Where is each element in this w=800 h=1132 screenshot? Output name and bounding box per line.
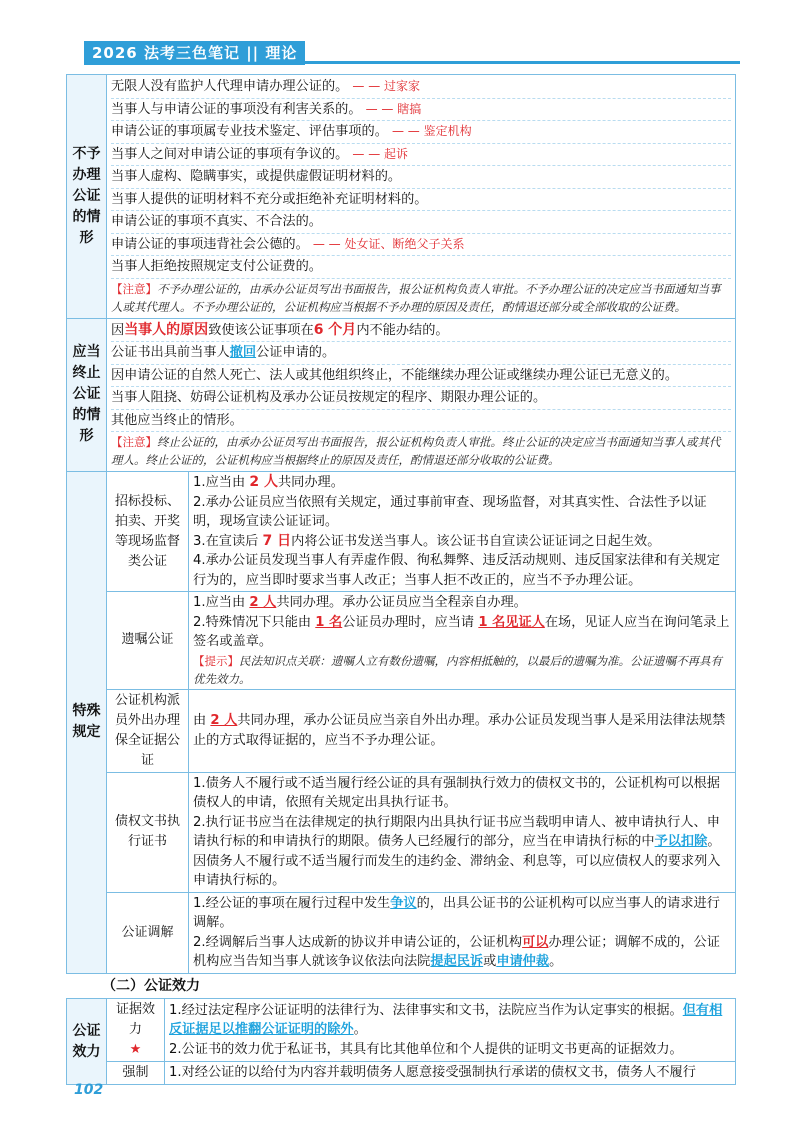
star-icon: ★: [129, 1042, 142, 1057]
special-will-row: [67, 592, 736, 690]
list-item: 申请公证的事项违背社会公德的。 — — 处女证、断绝父子关系: [111, 234, 731, 257]
special-label: 特殊规定: [67, 472, 107, 974]
debt-line-2: 2.执行证书应当在法律规定的执行期限内出具执行证书应当载明申请人、被申请执行人、申请执行标的和申请执行的期限。债务人已经履行的部分，应当在申请执行标的中予以扣除。因债务人不履行或不适当履行而发生的违约金、滞纳金、利息等，可以应债权人的要求列入申请执行标的。: [193, 814, 721, 888]
mediate-line-1: 1.经公证的事项在履行过程中发生争议的，出具公证书的公证机构可以应当事人的请求进行调解。: [193, 895, 720, 930]
terminate-note: 【注意】终止公证的，由承办公证员写出书面报告，报公证机构负责人审批。终止公证的决定应当书面通知当事人或其代理人。终止公证的，公证机构应当根据终止的原因及责任，酌情退还部分收取的公证费。: [111, 435, 721, 467]
special-bid-row: [67, 472, 736, 592]
effect-table: [66, 998, 736, 1085]
list-item: 当事人与申请公证的事项没有利害关系的。 — — 瞎搞: [111, 99, 731, 122]
notes-table: [66, 74, 736, 974]
bid-line-4: 4.承办公证员发现当事人有弄虚作假、徇私舞弊、违反活动规则、违反国家法律和有关规定行为的，应当即时要求当事人改正；当事人拒不改正的，应当不予办理公证。: [193, 553, 720, 588]
list-item: 当事人阻挠、妨碍公证机构及承办公证员按规定的程序、期限办理公证的。: [111, 387, 731, 410]
mediate-content: [189, 892, 736, 973]
mediate-label: 公证调解: [107, 892, 189, 973]
list-item: 公证书出具前当事人撤回公证申请的。: [111, 342, 731, 365]
list-item: 当事人虚构、隐瞒事实，或提供虚假证明材料的。: [111, 166, 731, 189]
list-item: 因当事人的原因致使该公证事项在6 个月内不能办结的。: [111, 320, 731, 343]
terminate-content: [107, 318, 736, 472]
list-item: 当事人拒绝按照规定支付公证费的。: [111, 256, 731, 279]
list-item: 申请公证的事项属专业技术鉴定、评估事项的。 — — 鉴定机构: [111, 121, 731, 144]
will-note: 【提示】民法知识点关联：遗嘱人立有数份遗嘱，内容相抵触的，以最后的遗嘱为准。公证遗嘱不再具有优先效力。: [193, 653, 722, 686]
list-item: 申请公证的事项不真实、不合法的。: [111, 211, 731, 234]
special-evidence-row: [67, 689, 736, 772]
refuse-label: 不予办理公证的情形: [67, 75, 107, 319]
special-mediate-row: [67, 892, 736, 973]
list-item: 当事人提供的证明材料不充分或拒绝补充证明材料的。: [111, 189, 731, 212]
refuse-content: [107, 75, 736, 319]
list-item: 无限人没有监护人代理申请办理公证的。 — — 过家家: [111, 76, 731, 99]
effect-evidence-row: [67, 999, 736, 1062]
list-item: 因申请公证的自然人死亡、法人或其他组织终止，不能继续办理公证或继续办理公证已无意义的。: [111, 365, 731, 388]
will-line-2: 2.特殊情况下只能由 1 名公证员办理时，应当请 1 名见证人在场，见证人应当在询问笔录上签名或盖章。: [193, 614, 730, 649]
debt-line-1: 1.债务人不履行或不适当履行经公证的具有强制执行效力的债权文书的，公证机构可以根据债权人的申请，依照有关规定出具执行证书。: [193, 775, 720, 810]
debt-content: [189, 772, 736, 892]
evidence-label: 公证机构派员外出办理保全证据公证: [107, 689, 189, 772]
will-content: [189, 592, 736, 690]
special-debt-row: [67, 772, 736, 892]
bid-line-1: 1.应当由 2 人共同办理。: [193, 474, 344, 490]
effect-evidence-label: 证据效力 ★: [107, 999, 165, 1062]
notes-sheet: [66, 74, 736, 1085]
refuse-note: 【注意】不予办理公证的，由承办公证员写出书面报告，报公证机构负责人审批。不予办理公证的决定应当书面通知当事人或其代理人。不予办理公证的，公证机构应当根据不予办理的原因及责任，酌情退还部分或全部收取的公证费。: [111, 281, 721, 314]
bid-content: [189, 472, 736, 592]
effect-enforce-row: [67, 1062, 736, 1085]
list-item: 其他应当终止的情形。: [111, 410, 731, 433]
header-rule: [305, 61, 740, 64]
effect-evidence-content: 1.经过法定程序公证证明的法律行为、法律事实和文书，法院应当作为认定事实的根据。但有相反证据足以推翻公证证明的除外。 2.公证书的效力优于私证书，其具有比其他单位和个人提供的证明文书更高的证据效力。: [165, 999, 736, 1062]
list-item: 当事人之间对申请公证的事项有争议的。 — — 起诉: [111, 144, 731, 167]
effect-label: 公证效力: [67, 999, 107, 1085]
bid-line-2: 2.承办公证员应当依照有关规定，通过事前审查、现场监督，对其真实性、合法性予以证明，现场宣读公证证词。: [193, 494, 707, 529]
will-line-1: 1.应当由 2 人共同办理。承办公证员应当全程亲自办理。: [193, 595, 527, 610]
bid-label: 招标投标、拍卖、开奖等现场监督类公证: [107, 472, 189, 592]
terminate-label: 应当终止公证的情形: [67, 318, 107, 472]
section-title-effect: （二）公证效力: [102, 977, 200, 994]
mediate-line-2: 2.经调解后当事人达成新的协议并申请公证的，公证机构可以办理公证；调解不成的，公证机构应当告知当事人就该争议依法向法院提起民诉或申请仲裁。: [193, 934, 720, 969]
debt-label: 债权文书执行证书: [107, 772, 189, 892]
effect-enforce-content: 1.对经公证的以给付为内容并载明债务人愿意接受强制执行承诺的债权文书，债务人不履行: [165, 1062, 736, 1085]
evidence-content: 由 2 人共同办理，承办公证员应当亲自外出办理。承办公证员发现当事人是采用法律法规禁止的方式取得证据的，应当不予办理公证。: [189, 689, 736, 772]
section-terminate: [67, 318, 736, 472]
bid-line-3: 3.在宣读后 7 日内将公证书发送当事人。该公证书自宣读公证证词之日起生效。: [193, 532, 661, 549]
will-label: 遗嘱公证: [107, 592, 189, 690]
page-number: 102: [74, 1082, 104, 1098]
section-refuse: [67, 75, 736, 319]
effect-enforce-label: 强制: [107, 1062, 165, 1085]
page-header: [84, 40, 740, 66]
header-title: 2026 法考三色笔记 || 理论: [84, 41, 305, 65]
